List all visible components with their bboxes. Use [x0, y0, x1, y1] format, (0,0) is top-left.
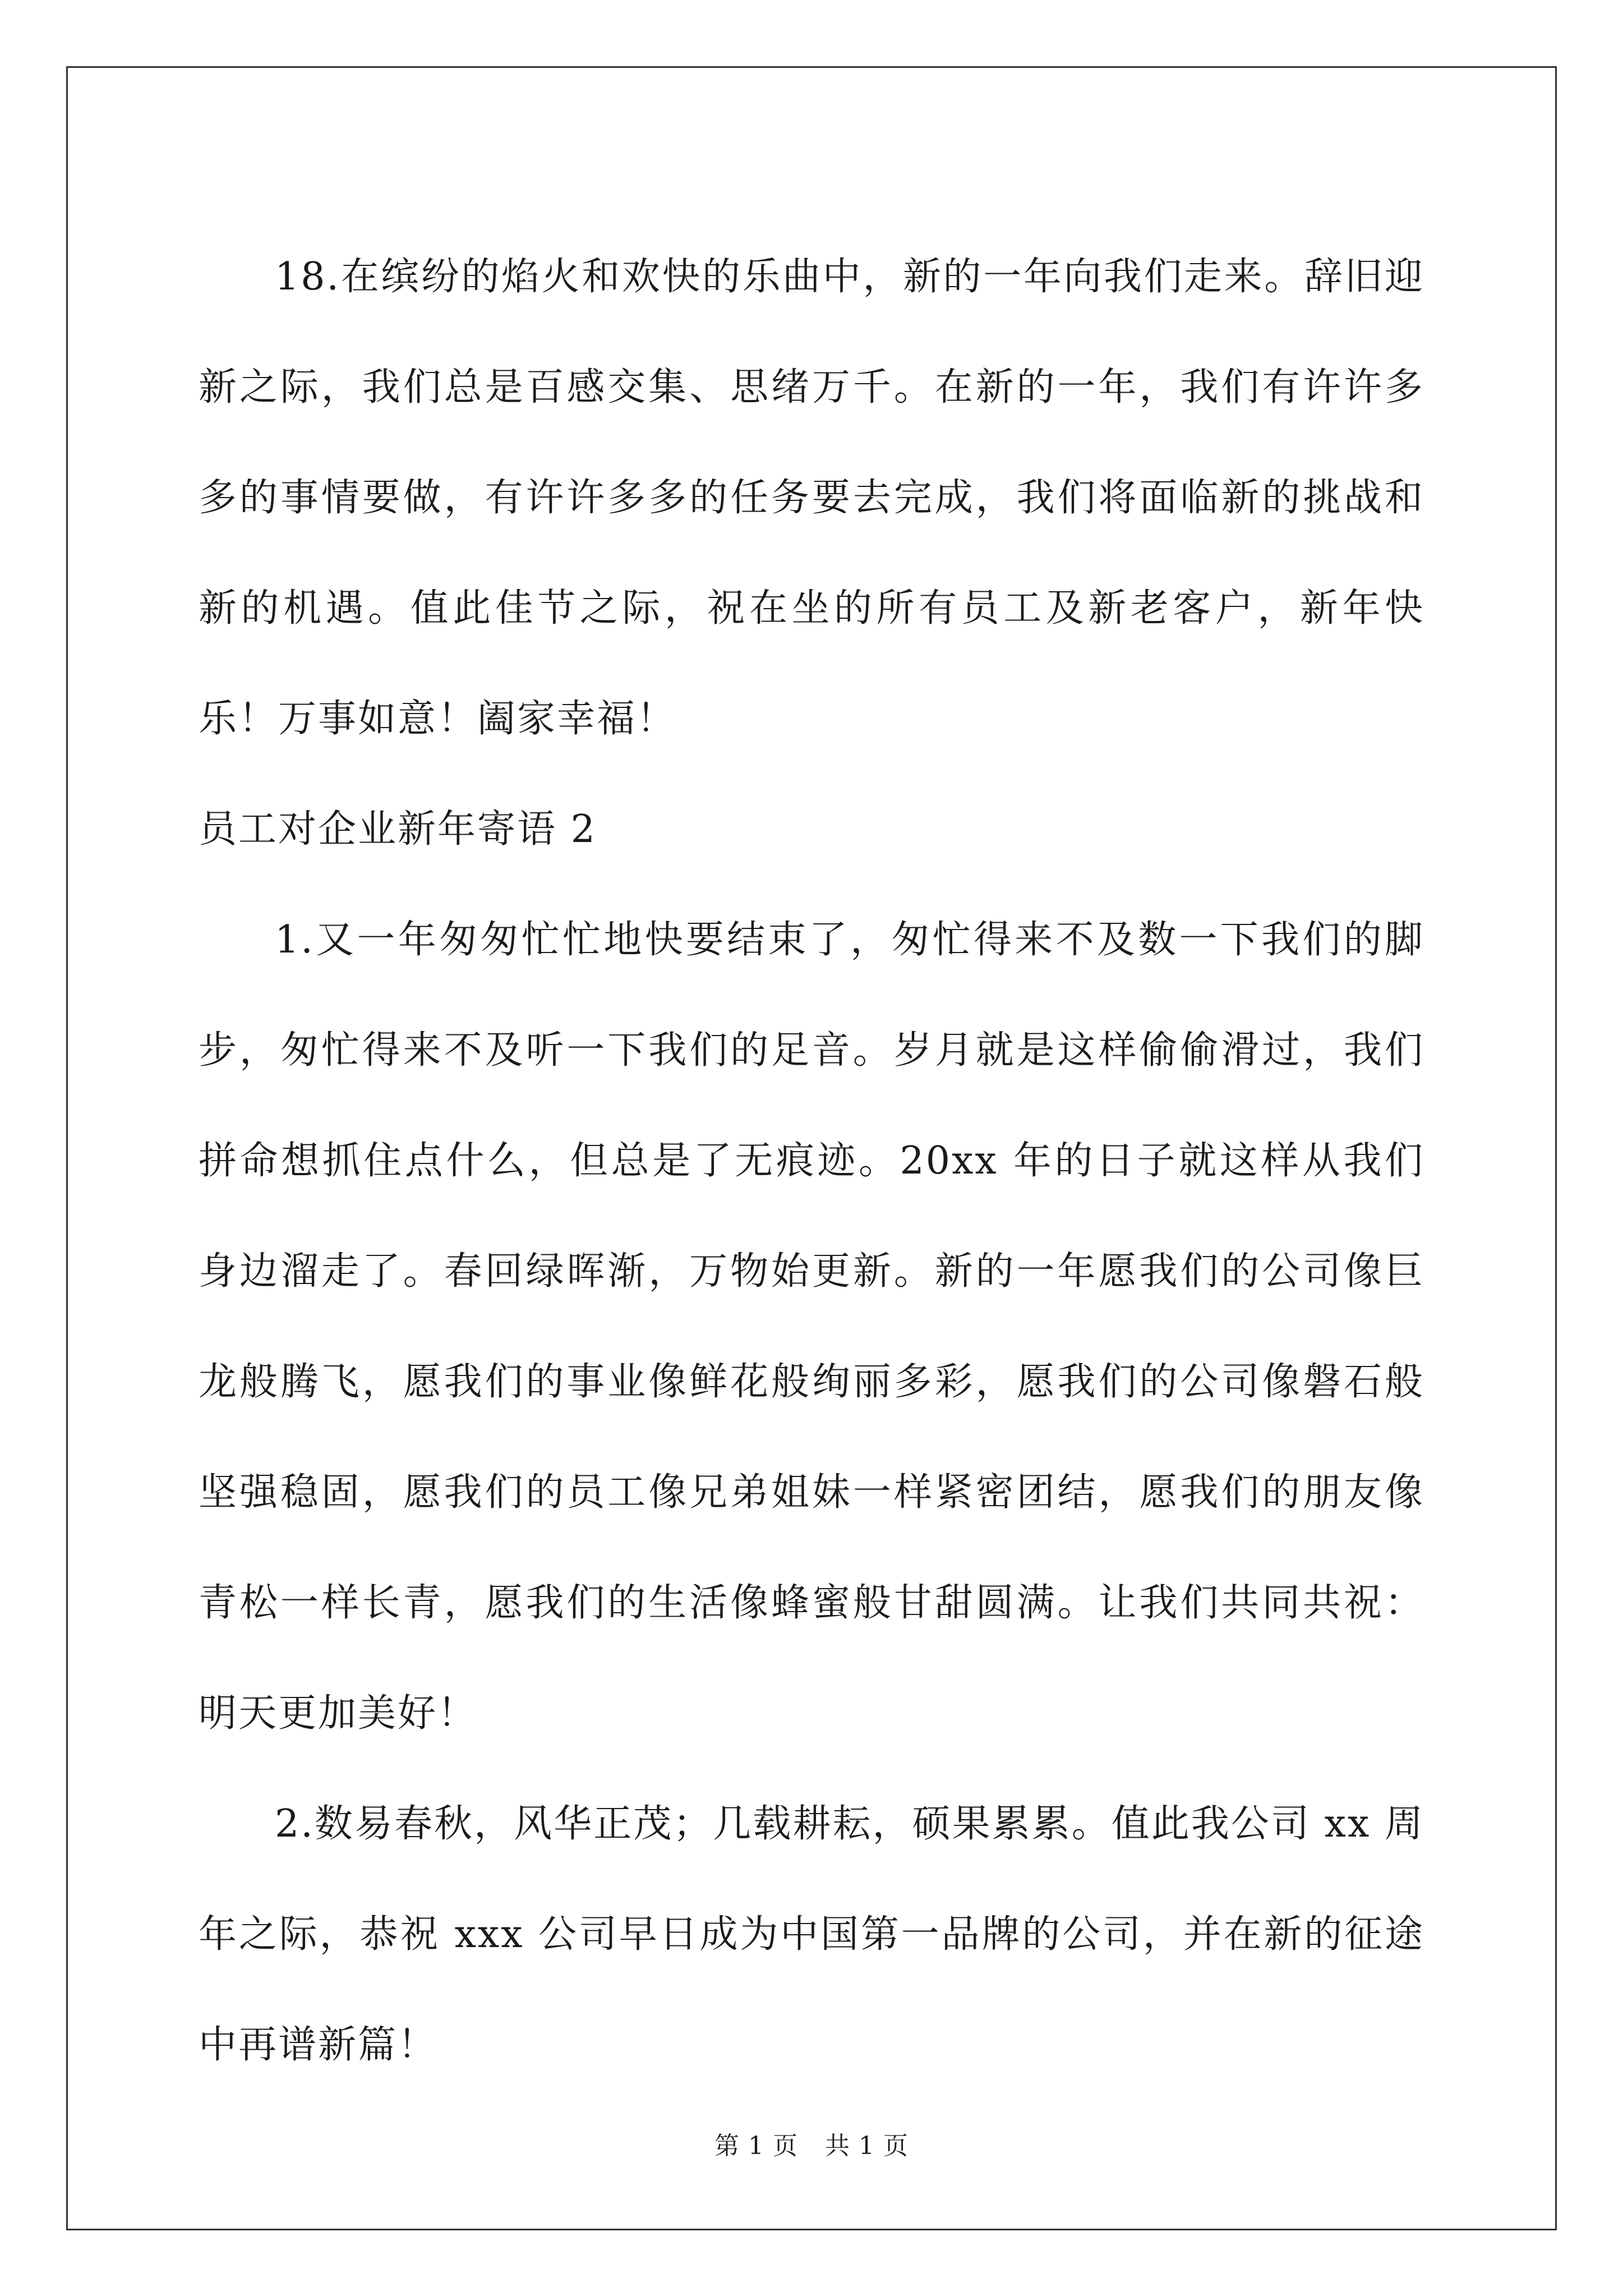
- paragraph-1: 1.又一年匆匆忙忙地快要结束了，匆忙得来不及数一下我们的脚步，匆忙得来不及听一下我们的足音。岁月就是这样偷偷滑过，我们拼命想抓住点什么，但总是了无痕迹。20xx 年的日子就这样从我们身边溜走了。春回绿晖渐，万物始更新。新的一年愿我们的公司像巨龙般腾飞，愿我们的事业像鲜花般绚丽多彩，愿我们的公司像磐石般坚强稳固，愿我们的员工像兄弟姐妹一样紧密团结，愿我们的朋友像青松一样长青，愿我们的生活像蜂蜜般甘甜圆满。让我们共同共祝：明天更加美好！: [199, 918, 1424, 1736]
- page-total: 共 1 页: [825, 2132, 909, 2160]
- page-number: 第 1 页: [714, 2132, 798, 2160]
- document-body: [199, 222, 1424, 2100]
- page-footer: [0, 2129, 1623, 2163]
- paragraph-2: 2.数易春秋，风华正茂；几载耕耘，硕果累累。值此我公司 xx 周年之际，恭祝 xxx 公司早日成为中国第一品牌的公司，并在新的征途中再谱新篇！: [199, 1802, 1424, 2067]
- section-heading: 员工对企业新年寄语 2: [199, 807, 597, 852]
- paragraph-18: 18.在缤纷的焰火和欢快的乐曲中，新的一年向我们走来。辞旧迎新之际，我们总是百感交集、思绪万千。在新的一年，我们有许许多多的事情要做，有许许多多的任务要去完成，我们将面临新的挑战和新的机遇。值此佳节之际，祝在坐的所有员工及新老客户，新年快乐！万事如意！阖家幸福！: [199, 255, 1424, 741]
